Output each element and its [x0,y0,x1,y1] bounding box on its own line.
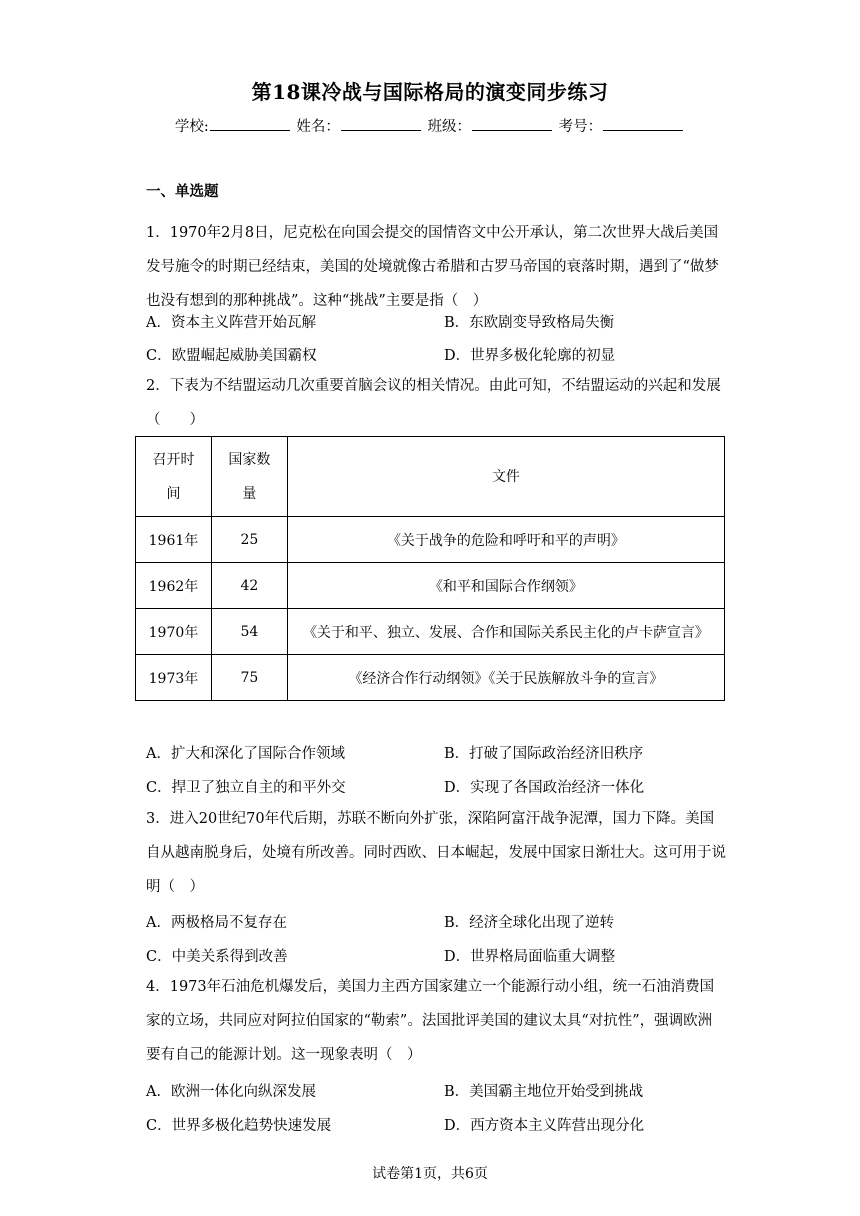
class-blank[interactable] [472,116,552,131]
cell-year: 1962年 [136,563,212,609]
question-1-option-c[interactable]: C．欧盟崛起威胁美国霸权 [146,348,317,364]
exam-no-blank[interactable] [603,116,683,131]
header-time-text: 召开时间 [152,451,195,502]
exam-no-label: 考号： [558,119,603,135]
cell-count: 25 [211,517,287,563]
student-info-line [0,115,860,136]
cell-document: 《关于战争的危险和呼吁和平的声明》 [287,517,724,563]
table-header-row [136,437,725,517]
question-3-option-c[interactable]: C．中美关系得到改善 [146,949,288,965]
name-label: 姓名： [296,119,340,135]
question-1-text: 1．1970年2月8日，尼克松在向国会提交的国情咨文中公开承认，第二次世界大战后美国发号施令的时期已经结束，美国的处境就像古希腊和古罗马帝国的衰落时期，遇到了“做梦也没有想到的那种挑战”。这种“挑战”主要是指（ ） [146,225,719,309]
question-4-option-c[interactable]: C．世界多极化趋势快速发展 [146,1118,332,1134]
question-3-option-d[interactable]: D．世界格局面临重大调整 [444,949,616,965]
question-2-option-c[interactable]: C．捍卫了独立自主的和平外交 [146,780,346,796]
section-heading: 一、单选题 [146,183,219,200]
question-4-option-a[interactable]: A．欧洲一体化向纵深发展 [146,1084,316,1100]
cell-count: 75 [211,655,287,701]
question-1-option-b[interactable]: B．东欧剧变导致格局失衡 [444,315,615,331]
page-title: 第18课冷战与国际格局的演变同步练习 [251,80,609,104]
cell-year: 1970年 [136,609,212,655]
cell-document: 《关于和平、独立、发展、合作和国际关系民主化的卢卡萨宣言》 [287,609,724,655]
table-row [136,655,725,701]
question-3-option-a[interactable]: A．两极格局不复存在 [146,915,287,931]
question-2-option-a[interactable]: A．扩大和深化了国际合作领域 [146,746,345,762]
cell-count: 42 [211,563,287,609]
table-row [136,517,725,563]
class-label: 班级： [427,119,471,135]
header-time [136,437,212,517]
cell-document: 《经济合作行动纲领》《关于民族解放斗争的宣言》 [287,655,724,701]
summit-table [135,436,725,701]
question-3-option-b[interactable]: B．经济全球化出现了逆转 [444,915,615,931]
cell-year: 1961年 [136,517,212,563]
cell-count: 54 [211,609,287,655]
question-4-text: 4．1973年石油危机爆发后，美国力主西方国家建立一个能源行动小组，统一石油消费国家的立场，共同应对阿拉伯国家的“勒索”。法国批评美国的建议太具“对抗性”，强调欧洲要有自己的能源计划。这一现象表明（ ） [146,979,715,1063]
question-4-option-b[interactable]: B．美国霸主地位开始受到挑战 [444,1084,644,1100]
name-blank[interactable] [341,116,421,131]
question-3-text: 3．进入20世纪70年代后期，苏联不断向外扩张，深陷阿富汗战争泥潭，国力下降。美国自从越南脱身后，处境有所改善。同时西欧、日本崛起，发展中国家日渐壮大。这可用于说明（ ） [146,811,726,895]
header-count [211,437,287,517]
question-2-option-d[interactable]: D．实现了各国政治经济一体化 [444,780,645,796]
school-blank[interactable] [210,116,290,131]
table-row [136,609,725,655]
table-row [136,563,725,609]
header-document: 文件 [287,437,724,517]
page-footer: 试卷第1页，共6页 [372,1166,488,1182]
cell-document: 《和平和国际合作纲领》 [287,563,724,609]
question-1-option-a[interactable]: A．资本主义阵营开始瓦解 [146,315,316,331]
question-4-option-d[interactable]: D．西方资本主义阵营出现分化 [444,1118,645,1134]
school-label: 学校: [174,119,209,135]
question-2-text: 2．下表为不结盟运动几次重要首脑会议的相关情况。由此可知，不结盟运动的兴起和发展（ ） [146,378,721,428]
cell-year: 1973年 [136,655,212,701]
question-2-option-b[interactable]: B．打破了国际政治经济旧秩序 [444,746,644,762]
header-count-text: 国家数量 [228,451,271,502]
question-1-option-d[interactable]: D．世界多极化轮廓的初显 [444,348,616,364]
